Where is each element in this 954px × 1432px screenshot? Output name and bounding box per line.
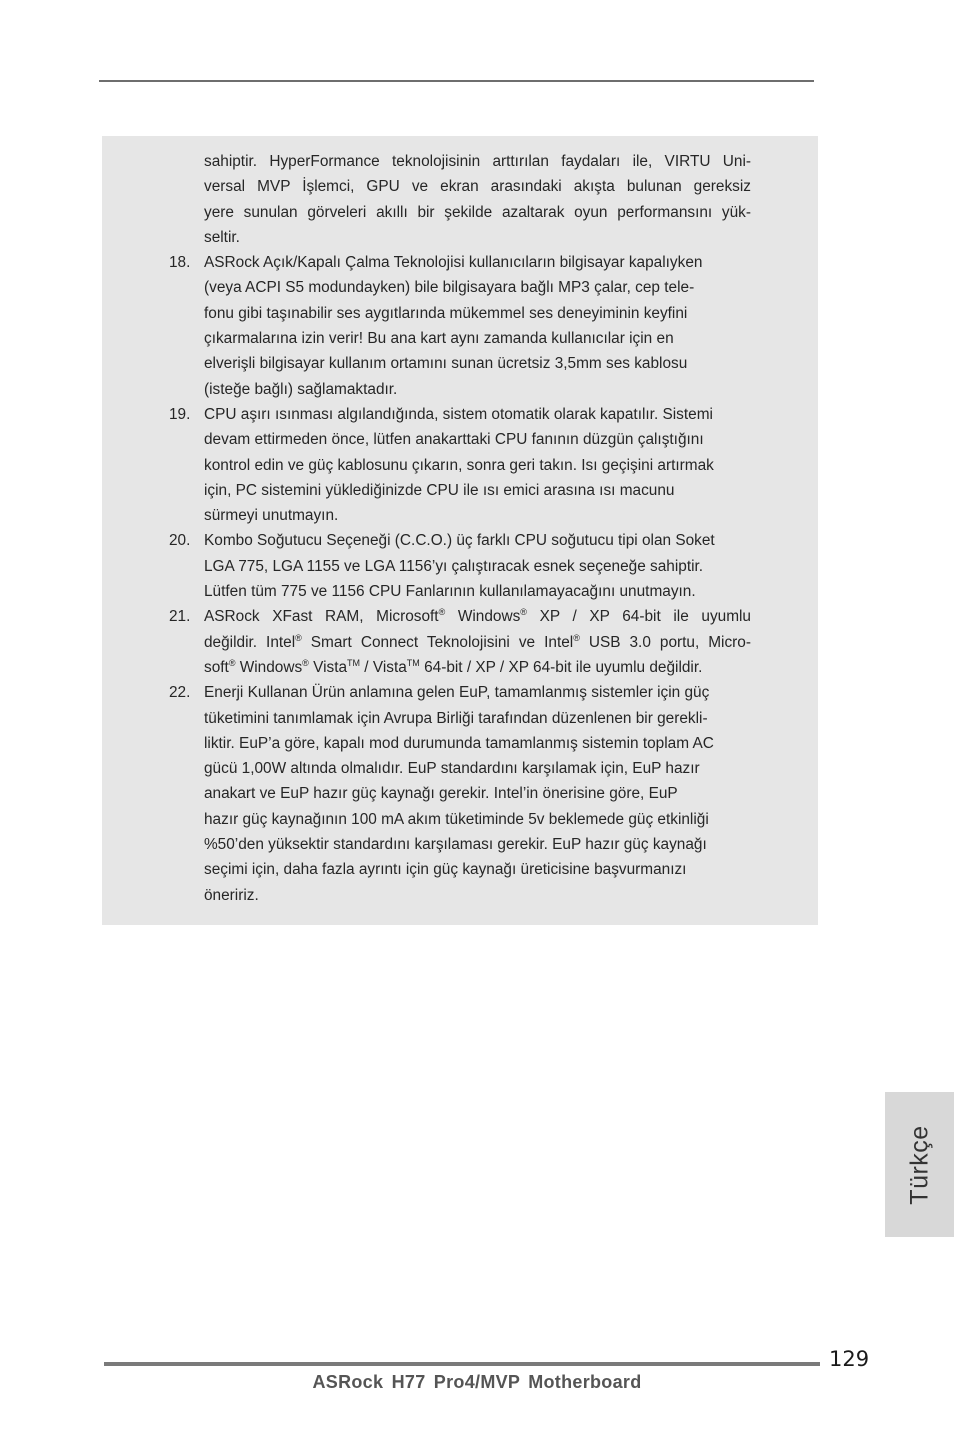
note-line: seçimi için, daha fazla ayrıntı için güç kaynağı üreticisine başvurmanızı (204, 861, 687, 879)
note-line: elverişli bilgisayar kullanım ortamını sunan ücretsiz 3,5mm ses kablosu (204, 355, 688, 373)
registered-mark: ® (295, 632, 302, 643)
note-line: kontrol edin ve güç kablosunu çıkarın, sonra geri takın. Isı geçişini artırmak (204, 456, 714, 474)
language-tab (885, 1092, 954, 1237)
note-line: anakart ve EuP hazır güç kaynağı gerekir. Intel’in önerisine göre, EuP (204, 785, 678, 803)
note-line: yere sunulan görveleri akıllı bir şekilde azaltarak oyun performansını yük- (204, 203, 751, 221)
note-item-20 (102, 528, 818, 604)
note-line: CPU aşırı ısınması algılandığında, sistem otomatik olarak kapatılır. Sistemi (204, 405, 713, 423)
note-line: LGA 775, LGA 1155 ve LGA 1156’yı çalıştıracak esnek seçeneğe sahiptir. (204, 557, 704, 575)
note-line: Kombo Soğutucu Seçeneği (C.C.O.) üç farklı CPU soğutucu tipi olan Soket (204, 532, 715, 550)
note-line: sürmeyi unutmayın. (204, 507, 339, 525)
note-number: 20. (169, 532, 191, 550)
notes-panel (102, 136, 818, 925)
note-line: seltir. (204, 228, 240, 246)
note-line: fonu gibi taşınabilir ses aygıtlarında mükemmel ses deneyiminin keyfini (204, 304, 688, 322)
note-line: (veya ACPI S5 modundayken) bile bilgisayara bağlı MP3 çalar, cep tele- (204, 279, 695, 297)
trademark-mark: TM (406, 657, 420, 668)
footer-rule (104, 1362, 820, 1366)
note-number: 21. (169, 608, 191, 626)
note-line: Enerji Kullanan Ürün anlamına gelen EuP, tamamlanmış sistemler için güç (204, 684, 710, 702)
registered-mark: ® (228, 657, 236, 668)
note-line: tüketimini tanımlamak için Avrupa Birliği tarafından düzenlenen bir gerekli- (204, 709, 708, 727)
notes-list (102, 149, 818, 908)
note-number: 22. (169, 684, 191, 702)
note-line: Lütfen tüm 775 ve 1156 CPU Fanlarının kullanılamayacağını unutmayın. (204, 583, 696, 601)
page-number: 129 (829, 1347, 870, 1371)
note-number: 19. (169, 405, 191, 423)
registered-mark: ® (573, 632, 580, 643)
note-item-22 (102, 680, 818, 908)
note-number: 18. (169, 254, 191, 272)
note-line: sahiptir. HyperFormance teknolojisinin arttırılan faydaları ile, VIRTU Uni- (204, 153, 751, 170)
note-item-18 (102, 250, 818, 402)
note-item-21 (102, 604, 818, 680)
note-line: versal MVP İşlemci, GPU ve ekran arasındaki akışta bulunan gereksiz (204, 178, 751, 196)
note-line: (isteğe bağlı) sağlamaktadır. (204, 380, 398, 398)
note-line: %50’den yüksektir standardını karşılaması gerekir. EuP hazır güç kaynağı (204, 836, 707, 854)
note-line: liktir. EuP’a göre, kapalı mod durumunda tamamlanmış sistemin toplam AC (204, 734, 714, 752)
header-rule (99, 80, 814, 82)
trademark-mark: TM (347, 657, 361, 668)
note-line: çıkarmalarına izin verir! Bu ana kart aynı zamanda kullanıcılar için en (204, 330, 674, 348)
note-line: ASRock XFast RAM, Microsoft® Windows® XP / XP 64-bit ile uyumlu (204, 607, 751, 626)
note-item-19 (102, 402, 818, 528)
note-line: için, PC sistemini yüklediğinizde CPU ile ısı emici arasına ısı macunu (204, 481, 675, 499)
note-line: soft® Windows® Vista™ / Vista™ 64-bit / XP / XP 64-bit ile uyumlu değildir. (204, 657, 703, 676)
note-line: hazır güç kaynağının 100 mA akım tüketiminde 5v beklemede güç etkinliği (204, 810, 709, 828)
note-line: öneririz. (204, 886, 259, 904)
registered-mark: ® (302, 657, 309, 668)
note-line: gücü 1,00W altında olmalıdır. EuP standardını karşılamak için, EuP hazır (204, 760, 700, 778)
registered-mark: ® (520, 607, 527, 618)
note-line: devam ettirmeden önce, lütfen anakarttaki CPU fanının düzgün çalıştığını (204, 431, 704, 449)
note-continuation (102, 149, 818, 250)
language-tab-label: Türkçe (905, 1124, 933, 1205)
footer-title: ASRock H77 Pro4/MVP Motherboard (312, 1372, 642, 1392)
note-line: değildir. Intel® Smart Connect Teknolojisini ve Intel® USB 3.0 portu, Micro- (204, 632, 751, 651)
registered-mark: ® (438, 607, 446, 618)
note-line: ASRock Açık/Kapalı Çalma Teknolojisi kullanıcıların bilgisayar kapalıyken (204, 254, 703, 272)
